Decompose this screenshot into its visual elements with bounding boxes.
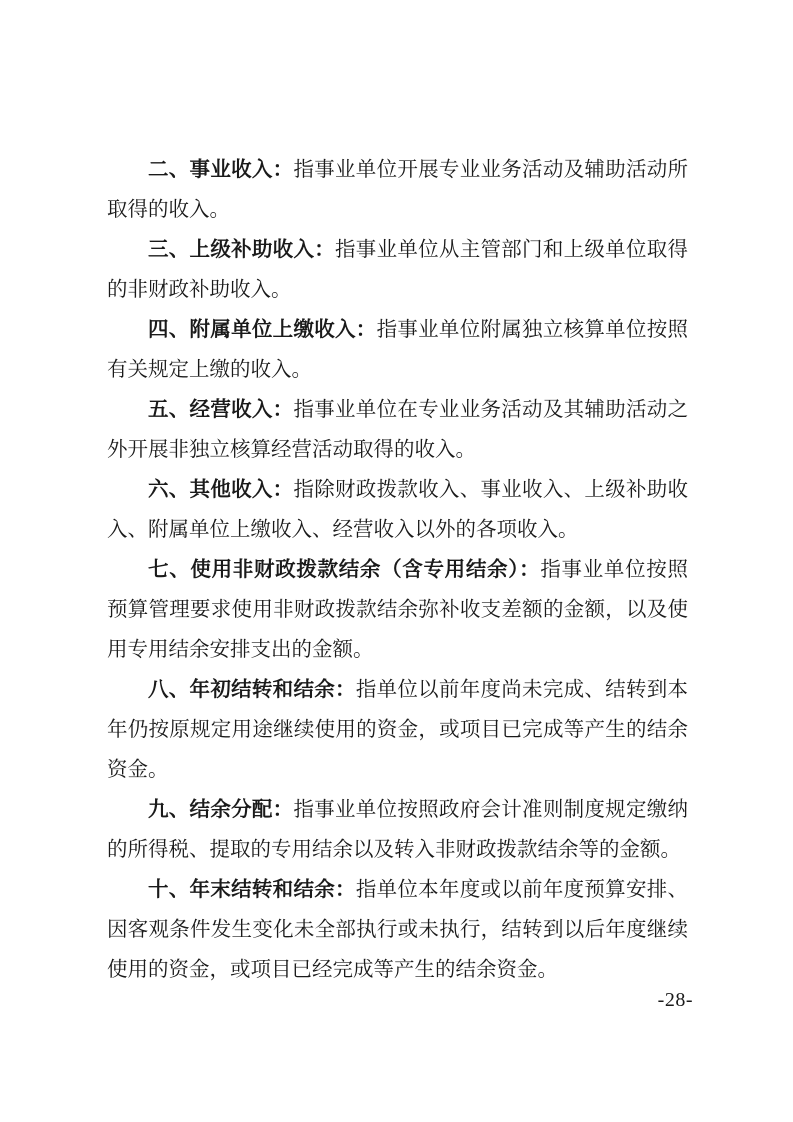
definition-paragraph xyxy=(107,390,688,470)
definition-text: 指事业单位从主管部门和上级单位取得的非财政补助收入。 xyxy=(107,239,689,301)
definition-paragraph xyxy=(107,870,688,990)
definition-text: 指单位本年度或以前年度预算安排、因客观条件发生变化未全部执行或未执行，结转到以后年度继续使用的资金，或项目已经完成等产生的结余资金。 xyxy=(107,879,689,981)
definition-paragraph xyxy=(107,150,688,230)
definition-paragraph xyxy=(107,470,688,550)
definition-text: 指除财政拨款收入、事业收入、上级补助收入、附属单位上缴收入、经营收入以外的各项收入。 xyxy=(107,479,689,541)
definition-text: 指事业单位附属独立核算单位按照有关规定上缴的收入。 xyxy=(107,319,689,381)
term-label: 八、年初结转和结余： xyxy=(148,679,356,701)
definition-paragraph xyxy=(107,310,688,390)
definition-text: 指事业单位按照政府会计准则制度规定缴纳的所得税、提取的专用结余以及转入非财政拨款结余等的金额。 xyxy=(107,799,689,861)
definition-paragraph xyxy=(107,230,688,310)
definition-paragraph xyxy=(107,670,688,790)
definition-paragraph xyxy=(107,550,688,670)
page-number: -28- xyxy=(657,989,693,1011)
term-label: 二、事业收入： xyxy=(148,159,294,181)
term-label: 十、年末结转和结余： xyxy=(148,879,356,901)
definition-text: 指事业单位开展专业业务活动及辅助活动所取得的收入。 xyxy=(107,159,689,221)
document-body xyxy=(107,150,688,990)
term-label: 六、其他收入： xyxy=(148,479,294,501)
term-label: 五、经营收入： xyxy=(148,399,294,421)
definition-paragraph xyxy=(107,790,688,870)
definition-text: 指单位以前年度尚未完成、结转到本年仍按原规定用途继续使用的资金，或项目已完成等产生的结余资金。 xyxy=(107,679,689,781)
term-label: 七、使用非财政拨款结余（含专用结余）： xyxy=(148,559,541,581)
term-label: 三、上级补助收入： xyxy=(148,239,336,261)
term-label: 九、结余分配： xyxy=(148,799,294,821)
definition-text: 指事业单位在专业业务活动及其辅助活动之外开展非独立核算经营活动取得的收入。 xyxy=(107,399,689,461)
definition-text: 指事业单位按照预算管理要求使用非财政拨款结余弥补收支差额的金额，以及使用专用结余安排支出的金额。 xyxy=(107,559,688,661)
term-label: 四、附属单位上缴收入： xyxy=(148,319,377,341)
